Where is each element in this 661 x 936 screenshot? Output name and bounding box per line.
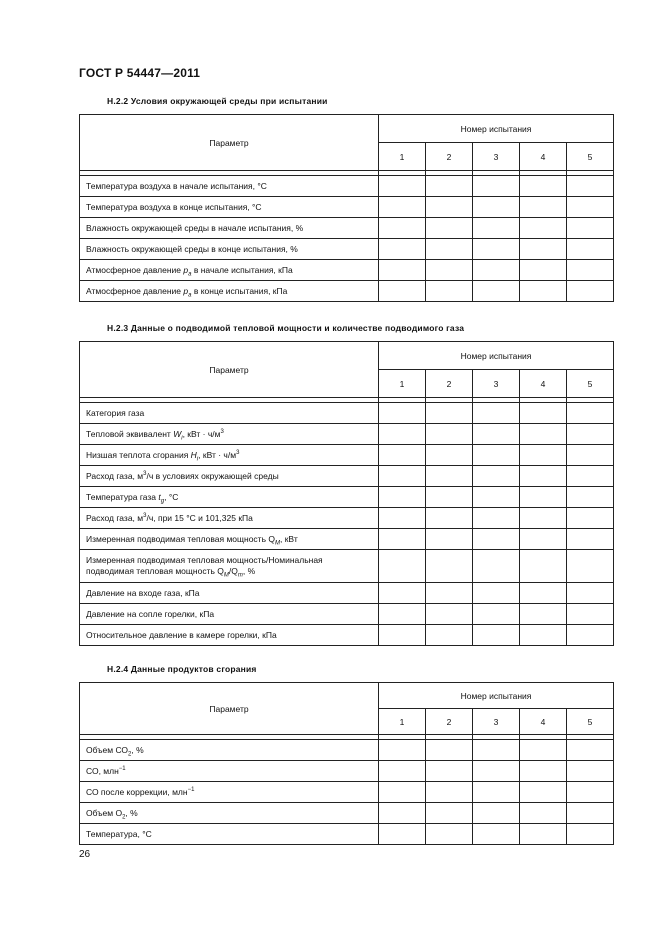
data-cell [567,239,614,260]
data-cell [520,625,567,646]
data-cell [520,803,567,824]
data-cell [426,803,473,824]
data-cell [473,508,520,529]
data-cell [567,625,614,646]
data-cell [426,740,473,761]
data-cell [567,466,614,487]
data-cell [567,803,614,824]
row-label: Относительное давление в камере горелки, кПа [80,625,379,646]
table-row [80,782,614,803]
page-number: 26 [79,849,91,860]
data-cell [567,487,614,508]
row-label: Температура воздуха в начале испытания, °С [80,176,379,197]
row-label: Объем $О_2$, % [80,803,379,824]
data-cell [567,761,614,782]
row-label: Расход газа, $м^3/ч$ в условиях окружающей среды [80,466,379,487]
data-cell [379,403,426,424]
data-cell [473,803,520,824]
table-row [80,197,614,218]
data-cell [379,218,426,239]
data-cell [567,403,614,424]
table-row [80,761,614,782]
table-row [80,604,614,625]
row-label: Низшая теплота сгорания $H_i$, кВт · $ч/м^3$ [80,445,379,466]
param-header: Параметр [80,115,379,171]
data-cell [426,824,473,845]
row-label: Атмосферное давление $p_a$ в начале испытания, кПа [80,260,379,281]
data-cell [426,550,473,583]
data-cell [426,782,473,803]
test-number-3: 3 [473,709,520,735]
row-label: Влажность окружающей среды в начале испытания, % [80,218,379,239]
data-cell [567,583,614,604]
data-cell [567,218,614,239]
row-label: СО, млн$^{-1}$ [80,761,379,782]
test-number-1: 1 [379,143,426,171]
row-label: Измеренная подводимая тепловая мощность/Номинальная подводимая тепловая мощность $Q_M/Q_m$, % [80,550,379,583]
row-label: Объем $СО_2$, % [80,740,379,761]
table-row [80,445,614,466]
data-cell [567,197,614,218]
data-cell [379,487,426,508]
data-cell [567,424,614,445]
data-cell [473,424,520,445]
data-cell [520,424,567,445]
table-row [80,625,614,646]
data-cell [426,604,473,625]
table-row [80,529,614,550]
data-cell [520,740,567,761]
data-cell [379,260,426,281]
data-cell [567,782,614,803]
data-cell [426,239,473,260]
data-cell [379,466,426,487]
test-number-3: 3 [473,143,520,171]
table-heat-input [79,341,614,646]
table-row [80,260,614,281]
test-number-4: 4 [520,709,567,735]
data-cell [379,740,426,761]
data-cell [473,824,520,845]
data-cell [426,176,473,197]
section-title-h22: Н.2.2 Условия окружающей среды при испытании [107,96,328,106]
table-row [80,583,614,604]
data-cell [473,625,520,646]
data-cell [473,445,520,466]
data-cell [567,281,614,302]
row-label: Температура, °С [80,824,379,845]
param-header: Параметр [80,342,379,398]
data-cell [473,281,520,302]
data-cell [520,824,567,845]
row-label: Температура воздуха в конце испытания, °С [80,197,379,218]
data-cell [426,583,473,604]
data-cell [520,281,567,302]
section-title-h24: Н.2.4 Данные продуктов сгорания [107,664,257,674]
data-cell [473,604,520,625]
table-row [80,281,614,302]
data-cell [567,176,614,197]
row-label: СО после коррекции, млн$^{-1}$ [80,782,379,803]
data-cell [426,529,473,550]
table-row [80,550,614,583]
table-environment-conditions [79,114,614,302]
data-cell [379,782,426,803]
data-cell [520,487,567,508]
data-cell [473,583,520,604]
data-cell [567,824,614,845]
data-cell [520,445,567,466]
data-cell [473,761,520,782]
data-cell [520,508,567,529]
data-cell [567,550,614,583]
data-cell [426,197,473,218]
test-number-header: Номер испытания [379,115,614,143]
row-label: Давление на входе газа, кПа [80,583,379,604]
data-cell [473,197,520,218]
data-cell [520,782,567,803]
table-row [80,218,614,239]
data-cell [520,260,567,281]
data-cell [520,239,567,260]
row-label: Влажность окружающей среды в конце испытания, % [80,239,379,260]
data-cell [567,445,614,466]
data-cell [379,508,426,529]
data-cell [473,782,520,803]
data-cell [520,466,567,487]
test-number-4: 4 [520,370,567,398]
document-header: ГОСТ Р 54447—2011 [79,66,201,80]
test-number-1: 1 [379,370,426,398]
test-number-4: 4 [520,143,567,171]
data-cell [379,239,426,260]
data-cell [426,466,473,487]
test-number-5: 5 [567,143,614,171]
row-label: Расход газа, $м^3/ч$, при 15 °С и 101,325 кПа [80,508,379,529]
data-cell [473,740,520,761]
data-cell [567,260,614,281]
data-cell [426,508,473,529]
data-cell [426,424,473,445]
data-cell [426,761,473,782]
table-row [80,487,614,508]
test-number-2: 2 [426,143,473,171]
data-cell [520,218,567,239]
data-cell [520,761,567,782]
table-row [80,508,614,529]
data-cell [426,218,473,239]
test-number-3: 3 [473,370,520,398]
data-cell [379,550,426,583]
data-cell [520,197,567,218]
table-row [80,176,614,197]
table-row [80,424,614,445]
row-label: Измеренная подводимая тепловая мощность $Q_M$, кВт [80,529,379,550]
data-cell [426,487,473,508]
table-row [80,239,614,260]
data-cell [473,403,520,424]
table-row [80,403,614,424]
data-cell [520,529,567,550]
data-cell [567,604,614,625]
table-row [80,740,614,761]
row-label: Давление на сопле горелки, кПа [80,604,379,625]
test-number-2: 2 [426,370,473,398]
row-label: Температура газа $t_g$, °С [80,487,379,508]
data-cell [379,604,426,625]
data-cell [379,281,426,302]
data-cell [379,197,426,218]
data-cell [520,604,567,625]
data-cell [473,466,520,487]
data-cell [520,403,567,424]
data-cell [473,529,520,550]
table-row [80,466,614,487]
data-cell [379,424,426,445]
test-number-header: Номер испытания [379,342,614,370]
data-cell [473,239,520,260]
data-cell [473,218,520,239]
data-cell [426,445,473,466]
data-cell [426,625,473,646]
test-number-1: 1 [379,709,426,735]
data-cell [379,176,426,197]
data-cell [379,529,426,550]
data-cell [520,583,567,604]
section-title-h23: Н.2.3 Данные о подводимой тепловой мощности и количестве подводимого газа [107,323,465,333]
data-cell [473,550,520,583]
data-cell [520,176,567,197]
table-combustion-products [79,682,614,845]
row-label: Категория газа [80,403,379,424]
test-number-2: 2 [426,709,473,735]
test-number-5: 5 [567,709,614,735]
data-cell [379,583,426,604]
test-number-header: Номер испытания [379,683,614,709]
row-label: Тепловой эквивалент $W_i$, кВт · $ч/м^3$ [80,424,379,445]
data-cell [379,824,426,845]
data-cell [473,176,520,197]
data-cell [520,550,567,583]
data-cell [567,508,614,529]
data-cell [567,529,614,550]
data-cell [379,761,426,782]
data-cell [379,803,426,824]
data-cell [567,740,614,761]
data-cell [473,487,520,508]
param-header: Параметр [80,683,379,735]
data-cell [473,260,520,281]
row-label: Атмосферное давление $p_a$ в конце испытания, кПа [80,281,379,302]
data-cell [379,445,426,466]
data-cell [426,403,473,424]
data-cell [426,260,473,281]
data-cell [426,281,473,302]
test-number-5: 5 [567,370,614,398]
table-row [80,803,614,824]
data-cell [379,625,426,646]
table-row [80,824,614,845]
